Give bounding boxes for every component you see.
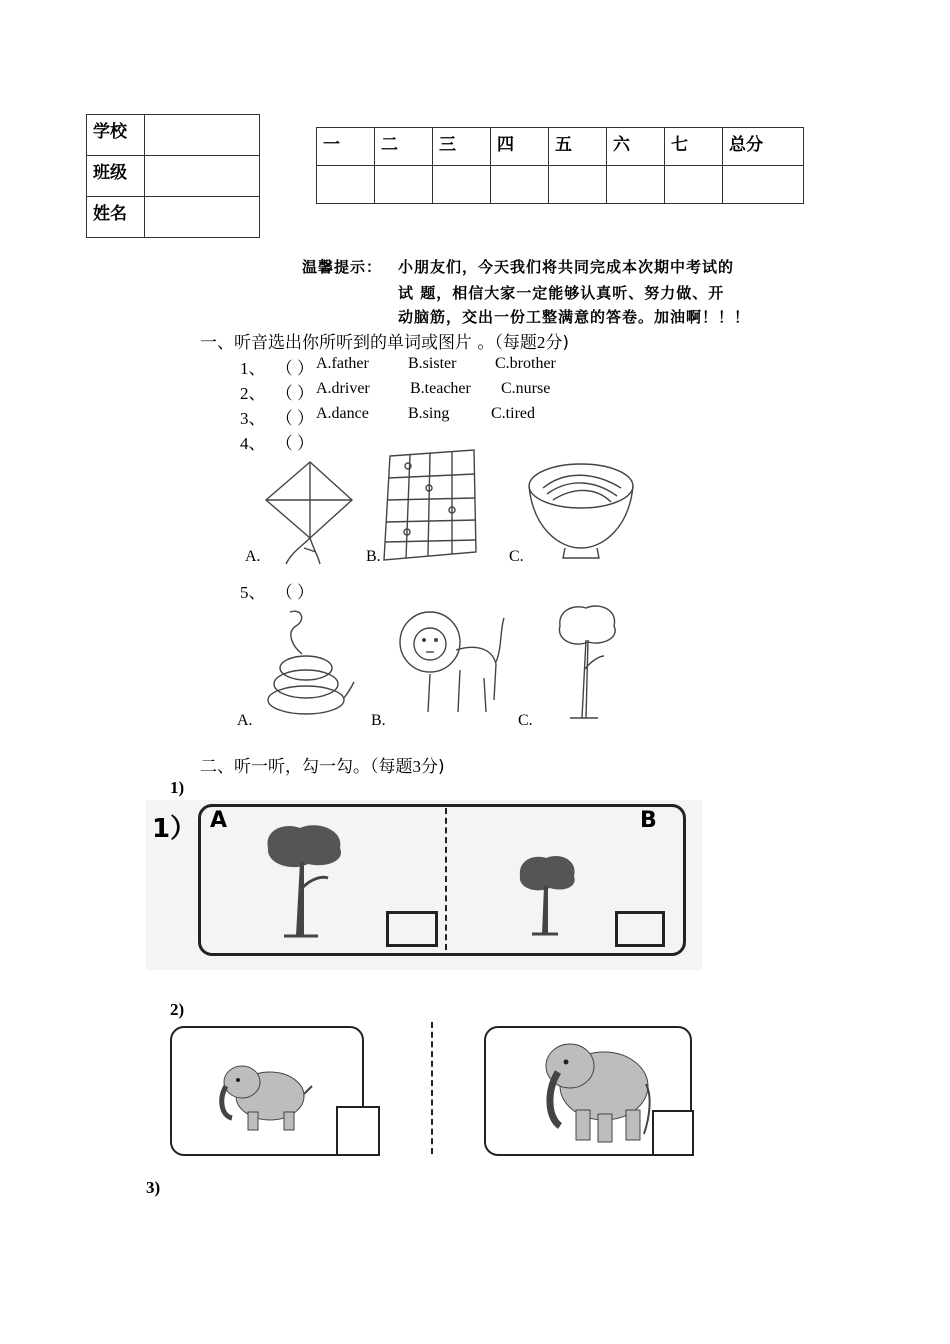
question-5: 5、 （ ） bbox=[240, 583, 314, 602]
option-c[interactable]: C.tired bbox=[491, 405, 535, 422]
score-header: 二 bbox=[375, 128, 433, 166]
divider bbox=[445, 808, 447, 950]
score-cell[interactable] bbox=[607, 166, 665, 204]
option-c[interactable]: C.brother bbox=[495, 355, 556, 372]
question-1: 1、 （ ） bbox=[240, 359, 314, 378]
score-header: 七 bbox=[665, 128, 723, 166]
score-header: 五 bbox=[549, 128, 607, 166]
option-a[interactable]: A.driver bbox=[316, 380, 370, 397]
tall-tree-icon[interactable] bbox=[262, 818, 348, 940]
q5-label-a: A. bbox=[237, 712, 253, 729]
tip-line: 动脑筋，交出一份工整满意的答卷。加油啊！！！ bbox=[398, 308, 751, 326]
score-cell[interactable] bbox=[375, 166, 433, 204]
school-label: 学校 bbox=[87, 115, 145, 156]
puzzle-icon[interactable] bbox=[380, 448, 480, 566]
answer-paren[interactable]: （ ） bbox=[275, 434, 314, 453]
score-header-total: 总分 bbox=[723, 128, 804, 166]
section2-title: 二、听一听，勾一勾。（每题3分) bbox=[200, 757, 445, 777]
option-b[interactable]: B.sister bbox=[408, 355, 457, 372]
score-table bbox=[316, 127, 804, 204]
q4-label-a: A. bbox=[245, 548, 261, 565]
option-c[interactable]: C.nurse bbox=[501, 380, 551, 397]
lion-icon[interactable] bbox=[396, 600, 510, 720]
name-field[interactable] bbox=[145, 197, 260, 238]
checkbox[interactable] bbox=[615, 911, 665, 947]
score-cell[interactable] bbox=[491, 166, 549, 204]
score-cell[interactable] bbox=[317, 166, 375, 204]
tip-line: 小朋友们，今天我们将共同完成本次期中考试的 bbox=[398, 258, 735, 276]
section1-title: 一、听音选出你所听到的单词或图片 。（每题2分) bbox=[200, 333, 570, 353]
score-cell-total[interactable] bbox=[723, 166, 804, 204]
score-header: 一 bbox=[317, 128, 375, 166]
checkbox[interactable] bbox=[652, 1110, 694, 1156]
item-1-label-b: B bbox=[640, 808, 657, 833]
question-3: 3、 （ ） bbox=[240, 409, 314, 428]
item-1-inner-number: 1） bbox=[152, 814, 197, 844]
option-b[interactable]: B.teacher bbox=[410, 380, 471, 397]
q4-label-b: B. bbox=[366, 548, 381, 565]
score-cell[interactable] bbox=[665, 166, 723, 204]
class-label: 班级 bbox=[87, 156, 145, 197]
item-2-number: 2) bbox=[170, 1000, 185, 1019]
small-elephant-icon[interactable] bbox=[208, 1060, 314, 1136]
checkbox[interactable] bbox=[336, 1106, 380, 1156]
kite-icon[interactable] bbox=[262, 460, 358, 568]
tip-label: 温馨提示： bbox=[302, 258, 383, 276]
answer-paren[interactable]: （ ） bbox=[275, 384, 314, 403]
option-a[interactable]: A.father bbox=[316, 355, 369, 372]
school-field[interactable] bbox=[145, 115, 260, 156]
checkbox[interactable] bbox=[386, 911, 438, 947]
divider bbox=[431, 1022, 433, 1154]
option-a[interactable]: A.dance bbox=[316, 405, 369, 422]
snake-icon[interactable] bbox=[262, 606, 356, 720]
q4-label-c: C. bbox=[509, 548, 524, 565]
q5-label-c: C. bbox=[518, 712, 533, 729]
q5-label-b: B. bbox=[371, 712, 386, 729]
class-field[interactable] bbox=[145, 156, 260, 197]
item-1-number: 1) bbox=[170, 778, 185, 797]
item-3-number: 3) bbox=[146, 1178, 161, 1197]
tip-line: 试 题，相信大家一定能够认真听、努力做、开 bbox=[398, 284, 725, 302]
option-b[interactable]: B.sing bbox=[408, 405, 450, 422]
score-header: 六 bbox=[607, 128, 665, 166]
big-elephant-icon[interactable] bbox=[536, 1036, 656, 1148]
student-info-table bbox=[86, 114, 260, 238]
score-header: 三 bbox=[433, 128, 491, 166]
item-1-label-a: A bbox=[210, 808, 228, 833]
answer-paren[interactable]: （ ） bbox=[275, 409, 314, 428]
answer-paren[interactable]: （ ） bbox=[275, 583, 314, 602]
noodle-bowl-icon[interactable] bbox=[525, 458, 637, 562]
tree-icon[interactable] bbox=[552, 600, 624, 724]
answer-paren[interactable]: （ ） bbox=[275, 359, 314, 378]
score-header: 四 bbox=[491, 128, 549, 166]
score-cell[interactable] bbox=[549, 166, 607, 204]
question-4: 4、 （ ） bbox=[240, 434, 314, 453]
name-label: 姓名 bbox=[87, 197, 145, 238]
score-cell[interactable] bbox=[433, 166, 491, 204]
short-tree-icon[interactable] bbox=[516, 852, 578, 938]
question-2: 2、 （ ） bbox=[240, 384, 314, 403]
